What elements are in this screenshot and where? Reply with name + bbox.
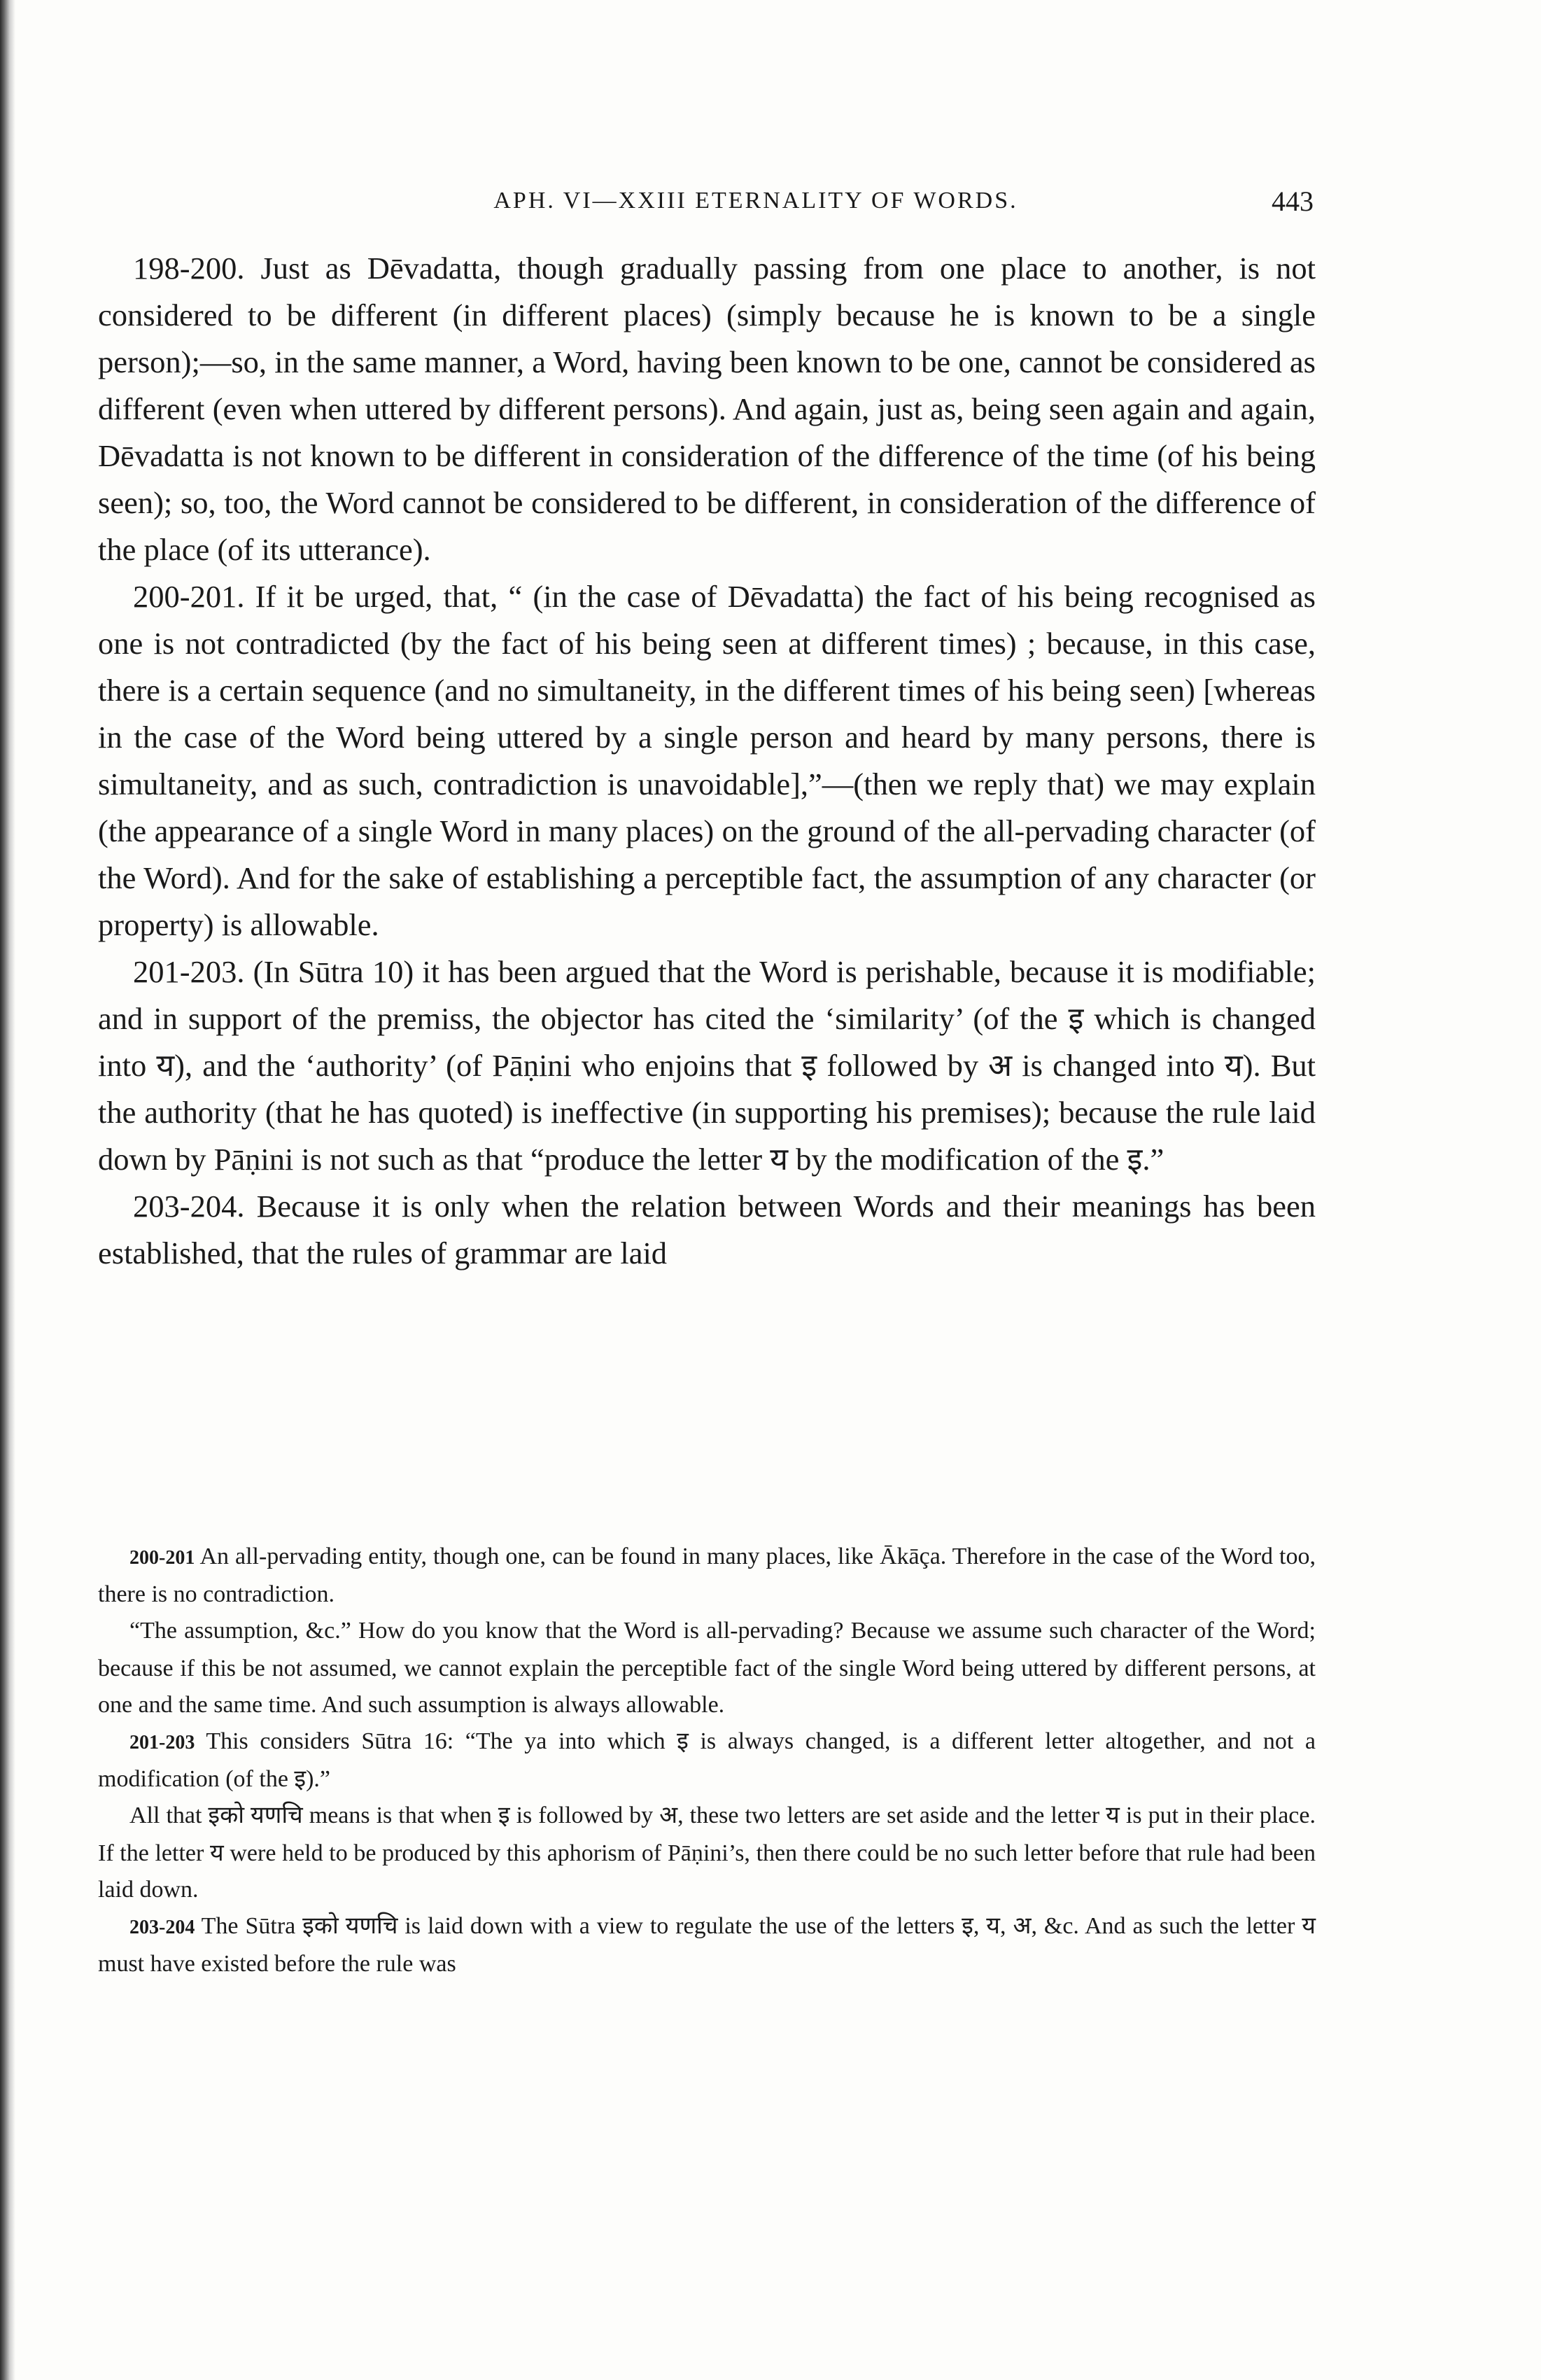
footnote <box>98 1723 1316 1798</box>
paragraph-200-201: 200-201. If it be urged, that, “ (in the case of Dēvadatta) the fact of his being recognised as one is not contradicted (by the fact of his being seen at different times) ; because, in this case, there is a certain sequence (and no simultaneity, in the different times of his being seen) [whereas in the case of the Word being uttered by a single person and heard by many persons, there is simultaneity, and as such, contradiction is unavoidable],”—(then we reply that) we may explain (the appearance of a single Word in many places) on the ground of the all-pervading character (of the Word). And for the sake of establishing a perceptible fact, the assumption of any character (or property) is allowable. <box>98 579 1316 942</box>
paragraph-201-203: 201-203. (In Sūtra 10) it has been argued that the Word is perishable, because it is modifiable; and in support of the premiss, the objector has cited the ‘similarity’ (of the इ which is changed into य), and the ‘authority’ (of Pāṇini who enjoins that इ followed by अ is changed into य). But the authority (that he has quoted) is ineffective (in supporting his premises); because the rule laid down by Pāṇini is not such as that “produce the letter य by the modification of the इ.” <box>98 954 1316 1177</box>
footnote <box>98 1798 1316 1908</box>
main-text <box>98 245 1316 1277</box>
footnote-text: The Sūtra इको यणचि is laid down with a view to regulate the use of the letters इ, य, अ, &c. And as such the letter य must have existed before the rule was <box>98 1913 1316 1977</box>
paragraph-203-204: 203-204. Because it is only when the relation between Words and their meanings has been established, that the rules of grammar are laid <box>98 1189 1316 1270</box>
footnote-ref: 200-201 <box>129 1547 195 1569</box>
footnote-text: All that इको यणचि means is that when इ is followed by अ, these two letters are set aside and the letter य is put in their place. If the letter य were held to be produced by this aphorism of Pāṇini’s, then there could be no such letter before that rule had been laid down. <box>98 1802 1316 1903</box>
footnote-text: An all-pervading entity, though one, can be found in many places, like Ākāça. Therefore in the case of the Word too, there is no contradiction. <box>98 1544 1316 1607</box>
footnote-text: This considers Sūtra 16: “The ya into which इ is always changed, is a different letter altogether, and not a modification (of the इ).” <box>98 1728 1316 1792</box>
footnote <box>98 1613 1316 1723</box>
running-head <box>0 188 1541 230</box>
footnote <box>98 1539 1316 1613</box>
page-edge-shadow <box>0 0 15 2380</box>
footnote-text: “The assumption, &c.” How do you know that the Word is all-pervading? Because we assume such character of the Word; because if this be not assumed, we cannot explain the perceptible fact of the single Word being uttered by different persons, at one and the same time. And such assumption is always allowable. <box>98 1618 1316 1718</box>
footnotes <box>98 1539 1316 1982</box>
footnote <box>98 1908 1316 1982</box>
footnote-ref: 201-203 <box>129 1732 195 1754</box>
footnote-ref: 203-204 <box>129 1917 195 1938</box>
running-head-title: APH. VI—XXIII ETERNALITY OF WORDS. <box>493 188 1018 214</box>
paragraph-198-200: 198-200. Just as Dēvadatta, though gradually passing from one place to another, is not considered to be different (in different places) (simply because he is known to be a single person);—so, in the same manner, a Word, having been known to be one, cannot be considered as different (even when uttered by different persons). And again, just as, being seen again and again, Dēvadatta is not known to be different in consideration of the difference of the time (of his being seen); so, too, the Word cannot be considered to be different, in consideration of the difference of the place (of its utterance). <box>98 251 1316 567</box>
page-number: 443 <box>1272 186 1314 217</box>
